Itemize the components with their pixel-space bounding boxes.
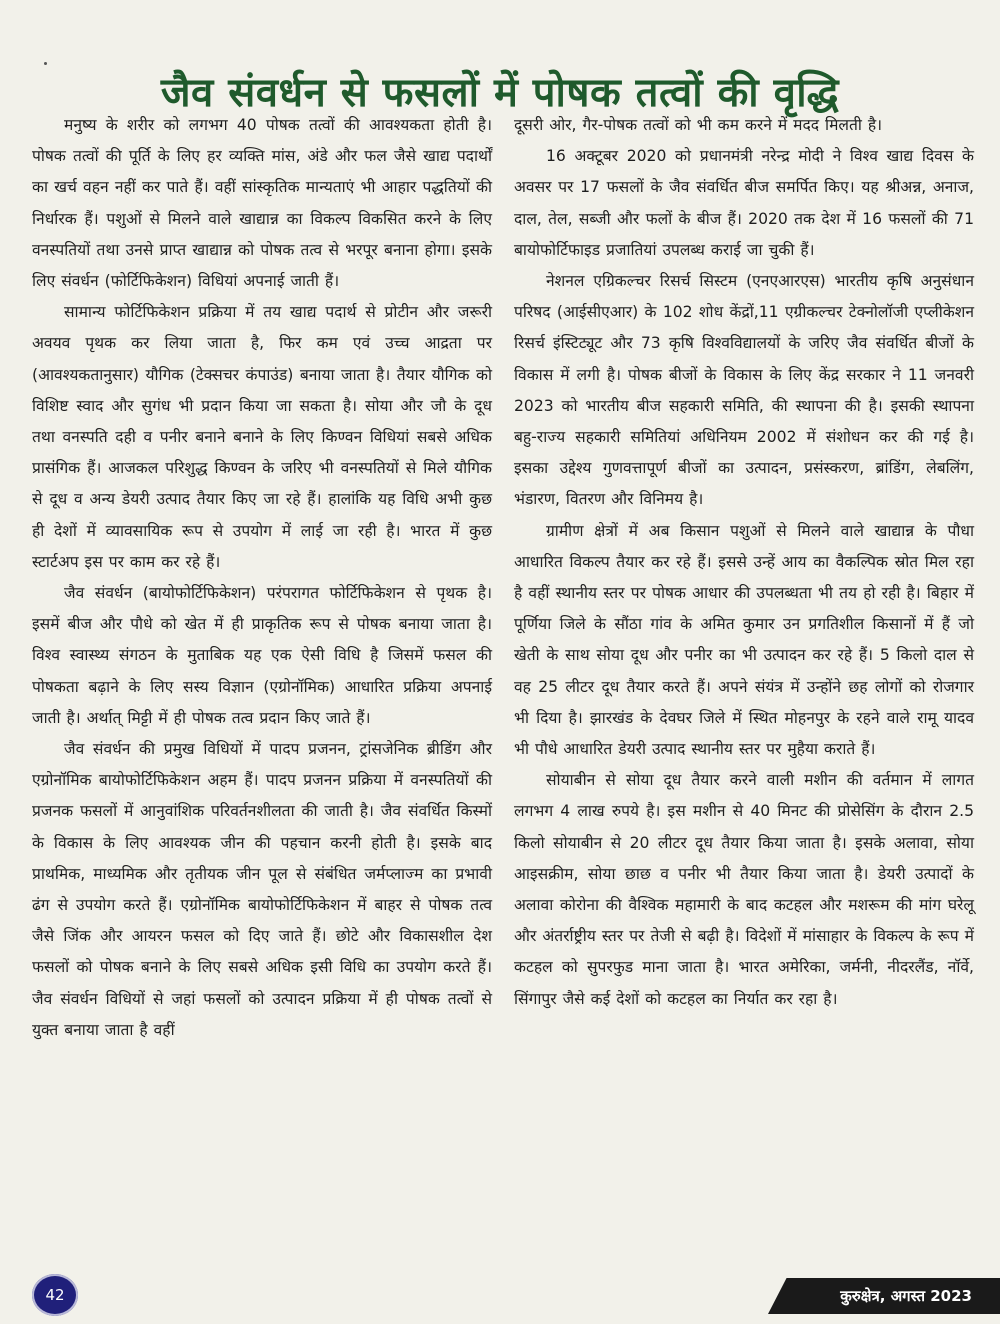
page-number: 42 [32,1274,78,1316]
paragraph: ग्रामीण क्षेत्रों में अब किसान पशुओं से मिलने वाले खाद्यान्न के पौधा आधारित विकल्प तैयार कर रहे हैं। इससे उन्हें आय का वैकल्पिक स्रोत मिल रहा है वहीं स्थानीय स्तर पर पोषक आधार की उपलब्धता भी तय हो रही है। बिहार में पूर्णिया जिले के सौंठा गांव के अमित कुमार उन प्रगतिशील किसानों में हैं जो खेती के साथ सोया दूध और पनीर का भी उत्पादन कर रहे हैं। 5 किलो दाल से वह 25 लीटर दूध तैयार करते हैं। अपने संयंत्र में उन्होंने छह लोगों को रोजगार भी दिया है। झारखंड के देवघर जिले में स्थित मोहनपुर के रहने वाले रामू यादव भी पौधे आधारित डेयरी उत्पाद स्थानीय स्तर पर मुहैया कराते हैं। [514,521,974,759]
paragraph: मनुष्य के शरीर को लगभग 40 पोषक तत्वों की आवश्यकता होती है। पोषक तत्वों की पूर्ति के लिए हर व्यक्ति मांस, अंडे और फल जैसे खाद्य पदार्थों का खर्च वहन नहीं कर पाते हैं। वहीं सांस्कृतिक मान्यताएं भी आहार पद्धतियों की निर्धारक हैं। पशुओं से मिलने वाले खाद्यान्न का विकल्प विकसित करने के लिए वनस्पतियों तथा उनसे प्राप्त खाद्यान्न को पोषक तत्व से भरपूर बनाना होगा। इसके लिए संवर्धन (फोर्टिफिकेशन) विधियां अपनाई जाती हैं। [32,116,492,291]
paragraph: जैव संवर्धन (बायोफोर्टिफिकेशन) परंपरागत फोर्टिफिकेशन से पृथक है। इसमें बीज और पौधे को खेत में ही प्राकृतिक रूप से पोषक बनाया जाता है। विश्व स्वास्थ्य संगठन के मुताबिक यह एक ऐसी विधि है जिसमें फसल की पोषकता बढ़ाने के लिए सस्य विज्ञान (एग्रोनॉमिक) आधारित प्रक्रिया अपनाई जाती है। अर्थात् मिट्टी में ही पोषक तत्व प्रदान किए जाते हैं। [32,584,492,727]
paragraph: सोयाबीन से सोया दूध तैयार करने वाली मशीन की वर्तमान में लागत लगभग 4 लाख रुपये है। इस मशीन से 40 मिनट की प्रोसेसिंग के दौरान 2.5 किलो सोयाबीन से 20 लीटर दूध तैयार किया जाता है। इसके अलावा, सोया आइसक्रीम, सोया छाछ व पनीर भी तैयार किया जाता है। डेयरी उत्पादों के अलावा कोरोना की वैश्विक महामारी के बाद कटहल और मशरूम की मांग घरेलू और अंतर्राष्ट्रीय स्तर पर तेजी से बढ़ी है। विदेशों में मांसाहार के विकल्प के रूप में कटहल को सुपरफुड माना जाता है। भारत अमेरिका, जर्मनी, नीदरलैंड, नॉर्वे, सिंगापुर जैसे कई देशों को कटहल का निर्यात कर रहा है। [514,771,974,1008]
article-title: जैव संवर्धन से फसलों में पोषक तत्वों की वृद्धि [160,69,840,116]
paragraph: 16 अक्टूबर 2020 को प्रधानमंत्री नरेन्द्र मोदी ने विश्व खाद्य दिवस के अवसर पर 17 फसलों के जैव संवर्धित बीज समर्पित किए। यह श्रीअन्न, अनाज, दाल, तेल, सब्जी और फलों के बीज हैं। 2020 तक देश में 16 फसलों की 71 बायोफोर्टिफाइड प्रजातियां उपलब्ध कराई जा चुकी हैं। [514,147,974,259]
right-column [514,110,974,1250]
paragraph: नेशनल एग्रिकल्चर रिसर्च सिस्टम (एनएआरएस) भारतीय कृषि अनुसंधान परिषद (आईसीएआर) के 102 शोध केंद्रों,11 एग्रीकल्चर टेक्नोलॉजी एप्लीकेशन रिसर्च इंस्टिट्यूट और 73 कृषि विश्वविद्यालयों के जरिए जैव संवर्धित बीजों के विकास में लगी है। पोषक बीजों के विकास के लिए केंद्र सरकार ने 11 जनवरी 2023 को भारतीय बीज सहकारी समिति, की स्थापना की है। इसकी स्थापना बहु-राज्य सहकारी समितियां अधिनियम 2002 में संशोधन कर की गई है। इसका उद्देश्य गुणवत्तापूर्ण बीजों का उत्पादन, प्रसंस्करण, ब्रांडिंग, लेबलिंग, भंडारण, वितरण और विनिमय है। [514,272,974,509]
article-body [32,110,974,1250]
left-column [32,110,492,1250]
paragraph: सामान्य फोर्टिफिकेशन प्रक्रिया में तय खाद्य पदार्थ से प्रोटीन और जरूरी अवयव पृथक कर लिया जाता है, फिर कम एवं उच्च आद्रता पर (आवश्यकतानुसार) यौगिक (टेक्सचर कंपाउंड) बनाया जाता है। तैयार यौगिक को विशिष्ट स्वाद और सुगंध भी प्रदान किया जा सकता है। सोया और जौ के दूध तथा वनस्पति दही व पनीर बनाने बनाने के लिए किण्वन विधियां सबसे अधिक प्रासंगिक हैं। आजकल परिशुद्ध किण्वन के जरिए भी वनस्पतियों से मिले यौगिक से दूध व अन्य डेयरी उत्पाद तैयार किए जा रहे हैं। हालांकि यह विधि अभी कुछ ही देशों में व्यावसायिक रूप से उपयोग में लाई जा रही है। भारत में कुछ स्टार्टअप इस पर काम कर रहे हैं। [32,303,492,571]
page-footer [0,1266,1000,1324]
paragraph: जैव संवर्धन की प्रमुख विधियों में पादप प्रजनन, ट्रांसजेनिक ब्रीडिंग और एग्रोनॉमिक बायोफोर्टिफिकेशन अहम हैं। पादप प्रजनन प्रक्रिया में वनस्पतियों की प्रजनक फसलों में आनुवांशिक परिवर्तनशीलता की जाती है। जैव संवर्धित किस्मों के विकास के लिए आवश्यक जीन की पहचान करनी होती है। इसके बाद प्राथमिक, माध्यमिक और तृतीयक जीन पूल से संबंधित जर्मप्लाज्म का प्रभावी ढंग से उपयोग करते हैं। एग्रोनॉमिक बायोफोर्टिफिकेशन में बाहर से पोषक तत्व जैसे जिंक और आयरन फसल को दिए जाते हैं। छोटे और विकासशील देश फसलों को पोषक बनाने के लिए सबसे अधिक इसी विधि का उपयोग करते हैं। जैव संवर्धन विधियों से जहां फसलों को उत्पादन प्रक्रिया में ही पोषक तत्वों से युक्त बनाया जाता है वहीं [32,740,492,1039]
paragraph-continued: दूसरी ओर, गैर-पोषक तत्वों को भी कम करने में मदद मिलती है। [514,116,883,134]
magazine-issue: कुरुक्षेत्र, अगस्त 2023 [840,1287,972,1305]
